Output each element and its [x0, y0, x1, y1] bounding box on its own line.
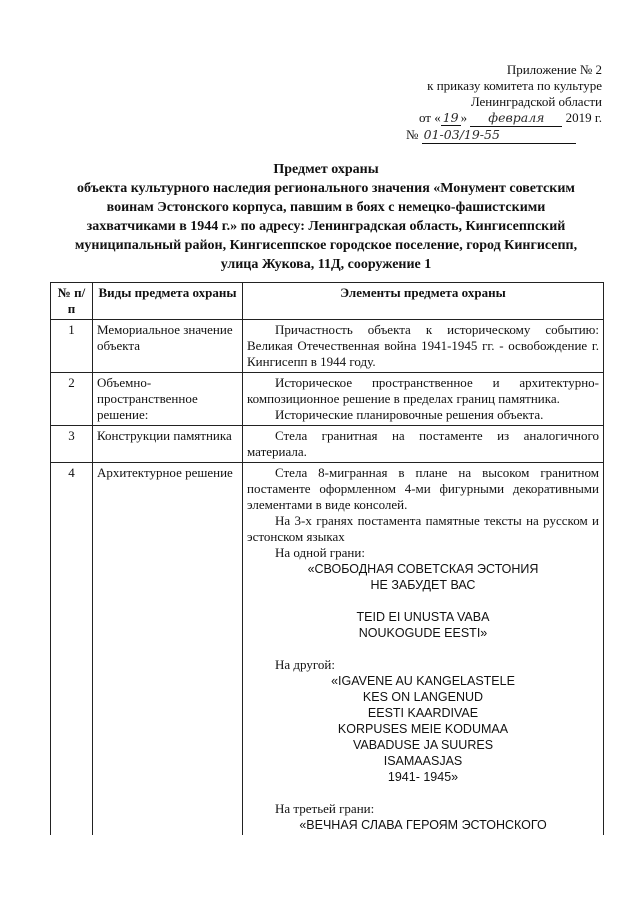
row-kind: Мемориальное значение объекта: [93, 320, 243, 373]
table-row: [51, 320, 604, 373]
title-line: объекта культурного наследия регионального значения «Монумент советским: [77, 181, 575, 196]
inscription-line: «СВОБОДНАЯ СОВЕТСКАЯ ЭСТОНИЯ: [307, 562, 539, 576]
document-title: [50, 160, 602, 274]
element-text: На 3-х гранях постамента памятные тексты на русском и эстонском языках: [247, 513, 599, 544]
inscription-line: NOUKOGUDE EESTI»: [358, 626, 488, 640]
element-text: Стела гранитная на постаменте из аналогичного материала.: [247, 428, 599, 459]
element-text: Причастность объекта к историческому событию: Великая Отечественная война 1941-1945 гг. - освобождение г. Кингисепп в 1944 году.: [247, 322, 599, 369]
appendix-number: № 01-03/19-55: [330, 127, 602, 144]
element-text: Историческое пространственное и архитектурно-композиционное решение в пределах границ памятника.: [247, 375, 599, 406]
handwritten-day: 19: [442, 110, 459, 125]
appendix-title: Приложение № 2: [506, 62, 602, 77]
title-line: муниципальный район, Кингисеппское городское поселение, город Кингисепп,: [74, 238, 578, 253]
appendix-header: [330, 62, 602, 144]
handwritten-number: 01-03/19-55: [422, 127, 576, 144]
protection-subject-table: [50, 282, 604, 835]
row-num: 4: [51, 463, 93, 836]
row-kind: Архитектурное решение: [93, 463, 243, 836]
title-line: захватчиками в 1944 г.» по адресу: Ленинградская область, Кингисеппский: [86, 219, 566, 234]
header-num: № п/п: [51, 283, 93, 320]
inscription-line: 1941- 1945»: [387, 770, 459, 784]
header-elements: Элементы предмета охраны: [243, 283, 604, 320]
title-heading: Предмет охраны: [273, 162, 379, 177]
inscription-line: KES ON LANGENUD: [362, 690, 484, 704]
handwritten-month: февраля: [470, 110, 562, 127]
inscription-line: ISAMAASJAS: [383, 754, 463, 768]
element-text: На третьей грани:: [275, 801, 375, 816]
appendix-region: Ленинградской области: [470, 94, 602, 109]
row-num: 1: [51, 320, 93, 373]
row-kind: Объемно-пространственное решение:: [93, 373, 243, 426]
element-text: Исторические планировочные решения объекта.: [275, 407, 544, 422]
inscription-line: KORPUSES MEIE KODUMAA: [337, 722, 509, 736]
row-num: 3: [51, 426, 93, 463]
table-row: [51, 373, 604, 426]
inscription-line: «ВЕЧНАЯ СЛАВА ГЕРОЯМ ЭСТОНСКОГО: [299, 818, 547, 832]
inscription-line: НЕ ЗАБУДЕТ ВАС: [370, 578, 476, 592]
title-line: улица Жукова, 11Д, сооружение 1: [220, 257, 432, 272]
appendix-date: от « 19 » февраля 2019 г.: [418, 110, 602, 125]
row-elements: [243, 426, 604, 463]
inscription-line: TEID EI UNUSTA VABA: [356, 610, 490, 624]
inscription-line: «IGAVENE AU KANGELASTELE: [331, 674, 515, 688]
title-line: воинам Эстонского корпуса, павшим в боях с немецко-фашистскими: [106, 200, 546, 215]
row-num: 2: [51, 373, 93, 426]
inscription-line: VABADUSE JA SUURES: [352, 738, 494, 752]
element-text: На одной грани:: [275, 545, 365, 560]
element-text: Стела 8-мигранная в плане на высоком гранитном постаменте оформленном 4-ми фигурными декоративными элементами в виде консолей.: [247, 465, 599, 512]
row-elements: [243, 373, 604, 426]
table-row: [51, 463, 604, 836]
header-kind: Виды предмета охраны: [93, 283, 243, 320]
appendix-order-ref: к приказу комитета по культуре: [427, 78, 602, 93]
row-elements: [243, 320, 604, 373]
element-text: На другой:: [275, 657, 335, 672]
row-kind: Конструкции памятника: [93, 426, 243, 463]
table-row: [51, 426, 604, 463]
inscription-line: EESTI KAARDIVAE: [367, 706, 479, 720]
table-header-row: [51, 283, 604, 320]
row-elements: [243, 463, 604, 836]
